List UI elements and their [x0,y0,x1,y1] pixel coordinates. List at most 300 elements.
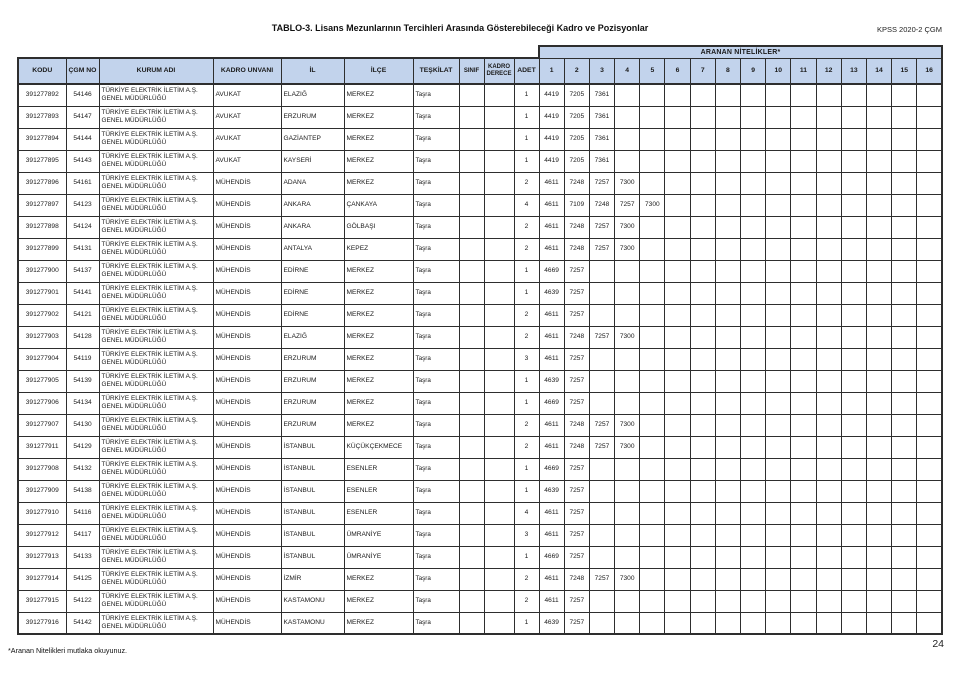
cell-il: KASTAMONU [281,612,344,634]
cell-nitelik-10 [766,194,791,216]
cell-cgm-no: 54131 [66,238,99,260]
cell-kodu: 391277905 [18,370,66,392]
cell-nitelik-7 [690,172,715,194]
cell-nitelik-3 [589,480,614,502]
cell-kadro-derece [484,128,514,150]
cell-nitelik-1: 4669 [539,458,564,480]
cell-adet: 2 [514,326,539,348]
cell-nitelik-15 [892,84,917,106]
cell-kurum-adi: TÜRKİYE ELEKTRİK İLETİM A.Ş. GENEL MÜDÜRLÜĞÜ [99,128,213,150]
col-header-3: KADRO UNVANI [213,58,281,84]
nitelik-col-header-2: 2 [564,58,589,84]
cell-nitelik-3 [589,304,614,326]
cell-nitelik-4 [615,282,640,304]
cell-nitelik-7 [690,370,715,392]
cell-nitelik-1: 4669 [539,392,564,414]
cell-nitelik-4: 7300 [615,238,640,260]
cell-nitelik-1: 4611 [539,590,564,612]
cell-kodu: 391277915 [18,590,66,612]
cell-cgm-no: 54143 [66,150,99,172]
cell-kadro-derece [484,546,514,568]
cell-nitelik-9 [741,590,766,612]
cell-nitelik-13 [841,194,866,216]
cell-teskilat: Taşra [413,128,459,150]
table-row [18,392,942,414]
cell-nitelik-15 [892,546,917,568]
cell-kodu: 391277913 [18,546,66,568]
cell-nitelik-6 [665,150,690,172]
cell-il: ANKARA [281,194,344,216]
cell-nitelik-6 [665,84,690,106]
cell-kadro-derece [484,238,514,260]
nitelik-col-header-7: 7 [690,58,715,84]
cell-nitelik-9 [741,238,766,260]
cell-nitelik-3 [589,590,614,612]
cell-ilce: ESENLER [344,480,413,502]
cell-kurum-adi: TÜRKİYE ELEKTRİK İLETİM A.Ş. GENEL MÜDÜRLÜĞÜ [99,458,213,480]
cell-cgm-no: 54138 [66,480,99,502]
cell-nitelik-11 [791,326,816,348]
cell-nitelik-5 [640,436,665,458]
cell-kadro-derece [484,84,514,106]
cell-nitelik-9 [741,128,766,150]
cell-teskilat: Taşra [413,216,459,238]
cell-nitelik-1: 4419 [539,150,564,172]
cell-sinif [459,392,484,414]
cell-nitelik-16 [917,370,942,392]
exam-period-label: KPSS 2020-2 ÇGM [876,25,942,34]
cell-kadro-unvani: MÜHENDİS [213,216,281,238]
table-row [18,414,942,436]
cell-il: İSTANBUL [281,524,344,546]
cell-nitelik-5 [640,326,665,348]
cell-nitelik-9 [741,524,766,546]
cell-kadro-derece [484,392,514,414]
cell-nitelik-2: 7257 [564,392,589,414]
cell-nitelik-9 [741,458,766,480]
cell-nitelik-6 [665,238,690,260]
table-row [18,370,942,392]
cell-teskilat: Taşra [413,304,459,326]
cell-nitelik-10 [766,304,791,326]
cell-sinif [459,150,484,172]
cell-nitelik-8 [715,524,740,546]
cell-nitelik-1: 4669 [539,260,564,282]
cell-nitelik-3: 7257 [589,414,614,436]
cell-nitelik-10 [766,128,791,150]
cell-nitelik-3: 7257 [589,238,614,260]
table-row [18,172,942,194]
cell-adet: 1 [514,106,539,128]
cell-nitelik-9 [741,194,766,216]
cell-cgm-no: 54142 [66,612,99,634]
cell-cgm-no: 54130 [66,414,99,436]
cell-nitelik-2: 7248 [564,238,589,260]
cell-nitelik-8 [715,150,740,172]
cell-ilce: ÜMRANİYE [344,546,413,568]
col-header-9: ADET [514,58,539,84]
cell-nitelik-7 [690,150,715,172]
cell-nitelik-15 [892,216,917,238]
cell-nitelik-13 [841,150,866,172]
cell-nitelik-15 [892,106,917,128]
cell-kadro-unvani: AVUKAT [213,106,281,128]
cell-nitelik-7 [690,414,715,436]
cell-nitelik-15 [892,480,917,502]
cell-nitelik-6 [665,436,690,458]
cell-kurum-adi: TÜRKİYE ELEKTRİK İLETİM A.Ş. GENEL MÜDÜRLÜĞÜ [99,260,213,282]
cell-nitelik-5 [640,84,665,106]
cell-kadro-unvani: MÜHENDİS [213,612,281,634]
cell-nitelik-8 [715,194,740,216]
cell-kadro-unvani: MÜHENDİS [213,392,281,414]
cell-il: GAZİANTEP [281,128,344,150]
cell-nitelik-5 [640,150,665,172]
cell-kadro-derece [484,260,514,282]
cell-nitelik-3 [589,524,614,546]
cell-kurum-adi: TÜRKİYE ELEKTRİK İLETİM A.Ş. GENEL MÜDÜRLÜĞÜ [99,480,213,502]
cell-nitelik-11 [791,568,816,590]
cell-ilce: MERKEZ [344,106,413,128]
cell-nitelik-7 [690,392,715,414]
cell-nitelik-6 [665,194,690,216]
nitelik-col-header-9: 9 [741,58,766,84]
cell-sinif [459,458,484,480]
cell-sinif [459,414,484,436]
cell-nitelik-2: 7257 [564,282,589,304]
cell-nitelik-10 [766,458,791,480]
cell-nitelik-4 [615,106,640,128]
table-row [18,194,942,216]
cell-teskilat: Taşra [413,502,459,524]
cell-nitelik-10 [766,414,791,436]
cell-nitelik-11 [791,128,816,150]
cell-kadro-unvani: MÜHENDİS [213,348,281,370]
cell-nitelik-5 [640,216,665,238]
cell-kadro-unvani: MÜHENDİS [213,458,281,480]
cell-kadro-unvani: MÜHENDİS [213,524,281,546]
cell-nitelik-14 [866,612,891,634]
cell-nitelik-3 [589,546,614,568]
cell-nitelik-12 [816,392,841,414]
cell-adet: 1 [514,150,539,172]
cell-ilce: KEPEZ [344,238,413,260]
col-header-1: ÇGM NO [66,58,99,84]
cell-nitelik-6 [665,502,690,524]
table-row [18,150,942,172]
cell-adet: 2 [514,414,539,436]
cell-nitelik-7 [690,524,715,546]
cell-nitelik-2: 7257 [564,348,589,370]
cell-nitelik-6 [665,392,690,414]
cell-nitelik-11 [791,524,816,546]
cell-nitelik-2: 7257 [564,612,589,634]
cell-nitelik-16 [917,128,942,150]
cell-nitelik-4 [615,612,640,634]
cell-il: ERZURUM [281,106,344,128]
cell-nitelik-8 [715,84,740,106]
cell-adet: 2 [514,436,539,458]
cell-nitelik-2: 7248 [564,568,589,590]
cell-nitelik-9 [741,612,766,634]
cell-adet: 1 [514,458,539,480]
cell-nitelik-3: 7361 [589,150,614,172]
cell-kodu: 391277906 [18,392,66,414]
cell-teskilat: Taşra [413,106,459,128]
cell-nitelik-14 [866,524,891,546]
cell-nitelik-5 [640,502,665,524]
cell-ilce: MERKEZ [344,568,413,590]
cell-kodu: 391277914 [18,568,66,590]
cell-nitelik-1: 4611 [539,524,564,546]
cell-kadro-derece [484,612,514,634]
cell-ilce: MERKEZ [344,260,413,282]
cell-nitelik-8 [715,590,740,612]
cell-il: İSTANBUL [281,480,344,502]
cell-nitelik-4 [615,590,640,612]
cell-nitelik-8 [715,612,740,634]
cell-nitelik-2: 7248 [564,326,589,348]
cell-kadro-unvani: MÜHENDİS [213,260,281,282]
cell-kadro-unvani: MÜHENDİS [213,480,281,502]
cell-teskilat: Taşra [413,392,459,414]
cell-il: ANTALYA [281,238,344,260]
cell-nitelik-14 [866,84,891,106]
cell-nitelik-4 [615,480,640,502]
cell-nitelik-1: 4639 [539,480,564,502]
cell-nitelik-11 [791,216,816,238]
cell-nitelik-1: 4611 [539,414,564,436]
cell-nitelik-8 [715,216,740,238]
cell-kurum-adi: TÜRKİYE ELEKTRİK İLETİM A.Ş. GENEL MÜDÜRLÜĞÜ [99,392,213,414]
cell-ilce: ESENLER [344,502,413,524]
cell-cgm-no: 54121 [66,304,99,326]
cell-il: İSTANBUL [281,458,344,480]
cell-nitelik-1: 4419 [539,106,564,128]
cell-kadro-derece [484,326,514,348]
cell-nitelik-6 [665,106,690,128]
cell-nitelik-10 [766,612,791,634]
cell-sinif [459,480,484,502]
cell-nitelik-4 [615,502,640,524]
cell-nitelik-10 [766,150,791,172]
cell-nitelik-16 [917,304,942,326]
cell-nitelik-16 [917,238,942,260]
cell-cgm-no: 54125 [66,568,99,590]
cell-ilce: MERKEZ [344,150,413,172]
cell-nitelik-6 [665,568,690,590]
cell-nitelik-10 [766,480,791,502]
cell-nitelik-12 [816,326,841,348]
cell-adet: 1 [514,260,539,282]
cell-sinif [459,348,484,370]
cell-kadro-unvani: MÜHENDİS [213,282,281,304]
cell-kadro-derece [484,414,514,436]
cell-teskilat: Taşra [413,150,459,172]
cell-nitelik-11 [791,546,816,568]
cell-nitelik-4 [615,524,640,546]
cell-nitelik-16 [917,282,942,304]
cell-nitelik-13 [841,436,866,458]
cell-nitelik-2: 7257 [564,480,589,502]
cell-nitelik-6 [665,414,690,436]
cell-il: KASTAMONU [281,590,344,612]
cell-nitelik-13 [841,216,866,238]
cell-nitelik-8 [715,172,740,194]
cell-nitelik-16 [917,458,942,480]
cell-kadro-unvani: MÜHENDİS [213,238,281,260]
cell-nitelik-6 [665,612,690,634]
cell-nitelik-13 [841,172,866,194]
cell-nitelik-16 [917,348,942,370]
cell-kodu: 391277916 [18,612,66,634]
cell-adet: 3 [514,348,539,370]
cell-nitelik-2: 7257 [564,370,589,392]
cell-nitelik-2: 7205 [564,150,589,172]
cell-kodu: 391277912 [18,524,66,546]
cell-kadro-derece [484,502,514,524]
cell-nitelik-10 [766,216,791,238]
cell-nitelik-2: 7248 [564,172,589,194]
table-row [18,436,942,458]
cell-nitelik-1: 4611 [539,568,564,590]
cell-kadro-unvani: MÜHENDİS [213,590,281,612]
cell-nitelik-2: 7257 [564,458,589,480]
cell-nitelik-15 [892,172,917,194]
cell-kurum-adi: TÜRKİYE ELEKTRİK İLETİM A.Ş. GENEL MÜDÜRLÜĞÜ [99,590,213,612]
cell-nitelik-6 [665,304,690,326]
cell-nitelik-12 [816,84,841,106]
cell-kodu: 391277896 [18,172,66,194]
cell-nitelik-12 [816,458,841,480]
cell-nitelik-3 [589,260,614,282]
cell-ilce: ÜMRANİYE [344,524,413,546]
cell-nitelik-9 [741,436,766,458]
table-row [18,260,942,282]
cell-nitelik-4: 7300 [615,414,640,436]
cell-teskilat: Taşra [413,458,459,480]
cell-nitelik-12 [816,436,841,458]
footnote: *Aranan Nitelikleri mutlaka okuyunuz. [8,646,128,655]
cell-nitelik-5: 7300 [640,194,665,216]
cell-ilce: MERKEZ [344,304,413,326]
cell-nitelik-15 [892,458,917,480]
cell-nitelik-14 [866,106,891,128]
cell-nitelik-3: 7248 [589,194,614,216]
cell-nitelik-6 [665,260,690,282]
cell-kadro-derece [484,172,514,194]
cell-nitelik-8 [715,260,740,282]
cell-nitelik-14 [866,348,891,370]
cell-nitelik-12 [816,590,841,612]
cell-nitelik-3: 7257 [589,568,614,590]
cell-nitelik-9 [741,480,766,502]
cell-nitelik-5 [640,392,665,414]
cell-nitelik-3: 7257 [589,172,614,194]
cell-nitelik-12 [816,348,841,370]
cell-nitelik-13 [841,304,866,326]
cell-kodu: 391277904 [18,348,66,370]
cell-nitelik-14 [866,128,891,150]
cell-nitelik-9 [741,216,766,238]
cell-nitelik-5 [640,524,665,546]
cell-sinif [459,106,484,128]
cell-il: KAYSERİ [281,150,344,172]
cell-nitelik-11 [791,502,816,524]
cell-nitelik-16 [917,480,942,502]
cell-cgm-no: 54132 [66,458,99,480]
cell-il: EDİRNE [281,260,344,282]
col-header-2: KURUM ADI [99,58,213,84]
cell-nitelik-7 [690,260,715,282]
cell-kadro-unvani: MÜHENDİS [213,568,281,590]
cell-nitelik-2: 7257 [564,304,589,326]
banner-spacer [18,46,539,58]
cell-nitelik-13 [841,392,866,414]
cell-nitelik-5 [640,304,665,326]
cell-kadro-unvani: AVUKAT [213,128,281,150]
cell-il: ANKARA [281,216,344,238]
column-header-row [18,58,942,84]
cell-nitelik-3: 7257 [589,326,614,348]
cell-nitelik-12 [816,414,841,436]
cell-nitelik-11 [791,370,816,392]
cell-nitelik-4: 7300 [615,216,640,238]
cell-cgm-no: 54139 [66,370,99,392]
cell-nitelik-16 [917,172,942,194]
cell-nitelik-3 [589,370,614,392]
cell-kodu: 391277903 [18,326,66,348]
cell-nitelik-5 [640,546,665,568]
cell-kodu: 391277911 [18,436,66,458]
cell-nitelik-9 [741,304,766,326]
cell-nitelik-5 [640,282,665,304]
cell-nitelik-13 [841,282,866,304]
cell-kodu: 391277908 [18,458,66,480]
cell-nitelik-12 [816,524,841,546]
nitelik-col-header-5: 5 [640,58,665,84]
cell-nitelik-10 [766,524,791,546]
cell-nitelik-16 [917,326,942,348]
cell-kadro-unvani: AVUKAT [213,84,281,106]
cell-cgm-no: 54134 [66,392,99,414]
cell-nitelik-12 [816,216,841,238]
cell-nitelik-5 [640,370,665,392]
cell-il: ERZURUM [281,392,344,414]
cell-nitelik-14 [866,172,891,194]
cell-nitelik-1: 4611 [539,326,564,348]
cell-nitelik-1: 4639 [539,282,564,304]
table-row [18,128,942,150]
nitelik-col-header-12: 12 [816,58,841,84]
cell-nitelik-7 [690,480,715,502]
cell-teskilat: Taşra [413,84,459,106]
cell-nitelik-16 [917,612,942,634]
cell-adet: 4 [514,502,539,524]
cell-nitelik-14 [866,392,891,414]
cell-teskilat: Taşra [413,348,459,370]
cell-cgm-no: 54146 [66,84,99,106]
table-row [18,502,942,524]
cell-cgm-no: 54161 [66,172,99,194]
cell-sinif [459,590,484,612]
cell-nitelik-11 [791,436,816,458]
cell-nitelik-7 [690,304,715,326]
cell-kodu: 391277907 [18,414,66,436]
cell-adet: 4 [514,194,539,216]
cell-nitelik-3: 7257 [589,436,614,458]
cell-nitelik-15 [892,304,917,326]
